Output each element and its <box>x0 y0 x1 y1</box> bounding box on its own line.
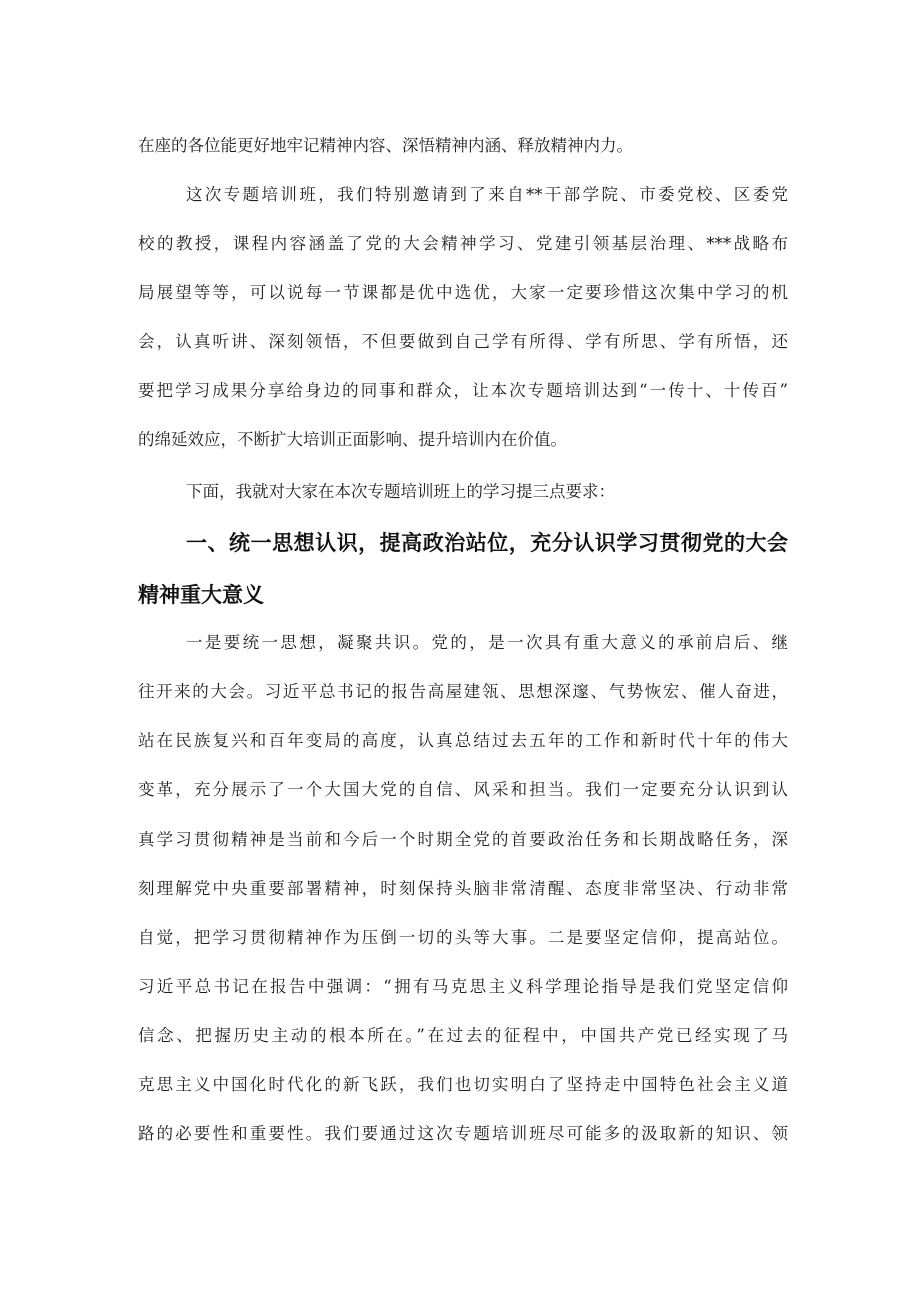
section-heading: 一、统一思想认识，提高政治站位，充分认识学习贯彻党的大会 <box>186 531 788 555</box>
paragraph-line: 会，认真听讲、深刻领悟，不但要做到自己学有所得、学有所思、学有所悟，还 <box>138 332 788 351</box>
section-heading: 精神重大意义 <box>138 583 264 607</box>
paragraph-line: 在座的各位能更好地牢记精神内容、深悟精神内涵、释放精神内力。 <box>138 136 633 155</box>
paragraph-line: 路的必要性和重要性。我们要通过这次专题培训班尽可能多的汲取新的知识、领 <box>138 1124 788 1143</box>
paragraph-line: 自觉，把学习贯彻精神作为压倒一切的头等大事。二是要坚定信仰，提高站位。 <box>138 928 788 947</box>
paragraph-line: 习近平总书记在报告中强调：“拥有马克思主义科学理论指导是我们党坚定信仰 <box>138 977 788 996</box>
paragraph-line: 克思主义中国化时代化的新飞跃，我们也切实明白了坚持走中国特色社会主义道 <box>138 1075 788 1094</box>
paragraph-line: 刻理解党中央重要部署精神，时刻保持头脑非常清醒、态度非常坚决、行动非常 <box>138 879 788 898</box>
paragraph-line: 真学习贯彻精神是当前和今后一个时期全党的首要政治任务和长期战略任务，深 <box>138 830 788 849</box>
paragraph-line: 要把学习成果分享给身边的同事和群众，让本次专题培训达到“一传十、十传百” <box>138 381 788 400</box>
paragraph-line: 的绵延效应，不断扩大培训正面影响、提升培训内在价值。 <box>138 430 567 449</box>
paragraph-line: 这次专题培训班，我们特别邀请到了来自**干部学院、市委党校、区委党 <box>186 185 788 204</box>
paragraph-line: 往开来的大会。习近平总书记的报告高屋建瓴、思想深邃、气势恢宏、催人奋进， <box>138 682 788 701</box>
paragraph-line: 校的教授，课程内容涵盖了党的大会精神学习、党建引领基层治理、***战略布 <box>138 234 788 253</box>
paragraph-line: 信念、把握历史主动的根本所在。”在过去的征程中，中国共产党已经实现了马 <box>138 1026 788 1045</box>
paragraph-line: 变革，充分展示了一个大国大党的自信、风采和担当。我们一定要充分认识到认 <box>138 780 788 799</box>
paragraph-line: 一是要统一思想，凝聚共识。党的，是一次具有重大意义的承前启后、继 <box>186 633 788 652</box>
paragraph-line: 站在民族复兴和百年变局的高度，认真总结过去五年的工作和新时代十年的伟大 <box>138 731 788 750</box>
paragraph-line: 局展望等等，可以说每一节课都是优中选优，大家一定要珍惜这次集中学习的机 <box>138 283 788 302</box>
paragraph-line: 下面，我就对大家在本次专题培训班上的学习提三点要求： <box>186 482 615 501</box>
